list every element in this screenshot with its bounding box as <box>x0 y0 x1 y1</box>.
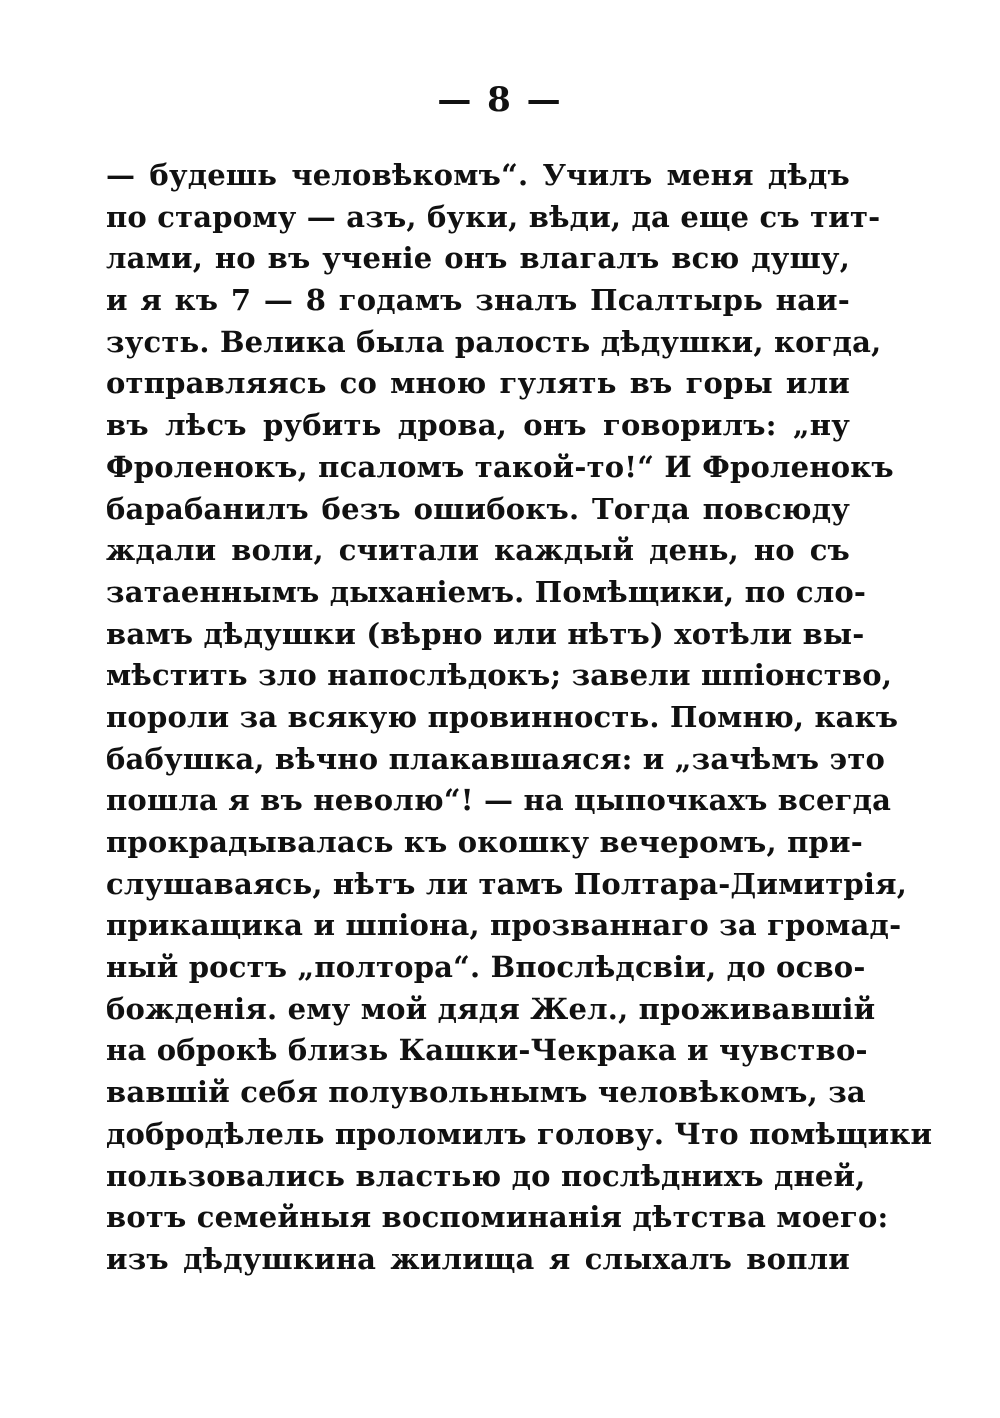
text-line: зусть. Велика была ралость дѣдушки, когда, <box>106 324 882 359</box>
text-line: пороли за всякую провинность. Помню, какъ <box>106 699 899 734</box>
page-number: — 8 — <box>437 80 563 120</box>
text-line: пользовались властью до послѣднихъ дней, <box>106 1158 866 1193</box>
text-line: Фроленокъ, псаломъ такой-то!“ И Фроленокъ <box>106 449 894 484</box>
text-line: божденія. ему мой дядя Жел., проживавшій <box>106 991 876 1026</box>
text-line: мѣстить зло напослѣдокъ; завели шпіонство, <box>106 658 893 693</box>
text-line: бабушка, вѣчно плакавшаяся: и „зачѣмъ это <box>106 741 886 776</box>
text-line: вавшій себя полувольнымъ человѣкомъ, за <box>106 1075 866 1110</box>
text-line: вамъ дѣдушки (вѣрно или нѣтъ) хотѣли вы- <box>106 616 865 651</box>
text-line: прокрадывалась къ окошку вечеромъ, при- <box>106 825 863 859</box>
text-line: и я къ 7 — 8 годамъ зналъ Псалтырь наи- <box>106 283 850 318</box>
text-line: слушаваясь, нѣтъ ли тамъ Полтара-Димитрія, <box>106 866 908 901</box>
body-text <box>106 155 933 1281</box>
text-line: отправляясь со мною гулять въ горы или <box>106 366 850 401</box>
text-line: пошла я въ неволю“! — на цыпочкахъ всегда <box>106 783 892 818</box>
text-line: ный ростъ „полтора“. Впослѣдсвіи, до осво- <box>106 950 866 985</box>
text-line: въ лѣсъ рубить дрова, онъ говорилъ: „ну <box>106 408 850 443</box>
text-line: добродѣлель проломилъ голову. Что помѣщики <box>106 1116 933 1151</box>
text-line: изъ дѣдушкина жилища я слыхалъ вопли <box>106 1241 850 1276</box>
text-line: вотъ семейныя воспоминанія дѣтства моего: <box>106 1200 889 1235</box>
text-line: на оброкѣ близь Кашки-Чекрака и чувство- <box>106 1033 868 1068</box>
text-line: барабанилъ безъ ошибокъ. Тогда повсюду <box>106 491 850 526</box>
text-line: по старому — азъ, буки, вѣди, да еще съ тит- <box>106 199 881 234</box>
text-line: ждали воли, считали каждый день, но съ <box>106 533 850 568</box>
text-line: затаеннымъ дыханіемъ. Помѣщики, по сло- <box>106 574 867 609</box>
text-line: лами, но въ ученіе онъ влагалъ всю душу, <box>106 241 850 276</box>
text-line: прикащика и шпіона, прозваннаго за громад- <box>106 908 902 943</box>
text-line: — будешь человѣкомъ“. Училъ меня дѣдъ <box>106 158 850 192</box>
